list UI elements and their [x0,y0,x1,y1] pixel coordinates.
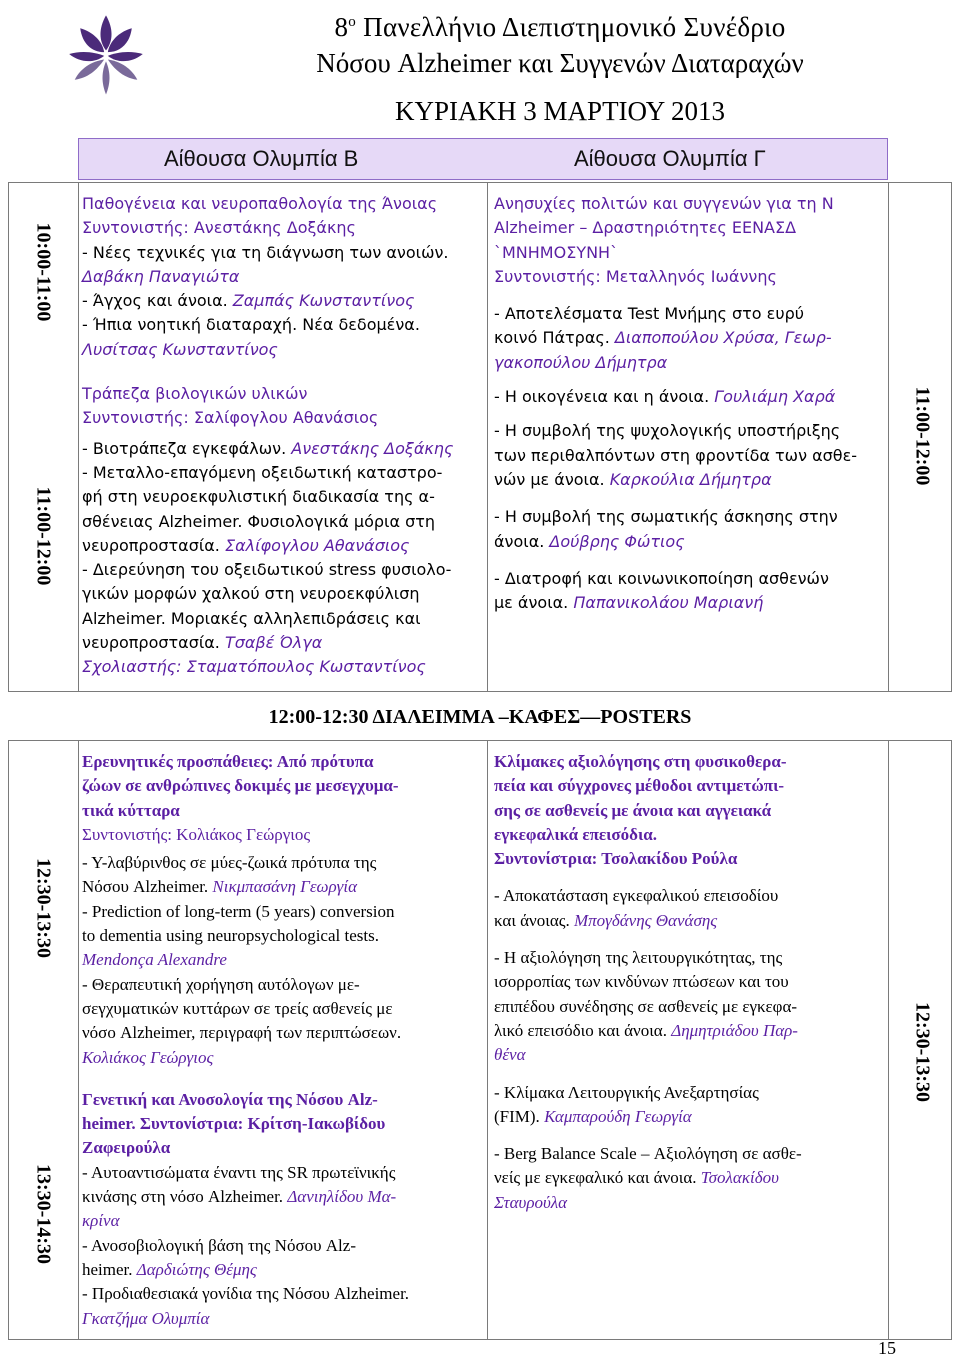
talk-line: - Αυτοαντισώματα έναντι της SR πρωτεϊνικής [82,1162,396,1182]
talk-line: νόσο Alzheimer, περιγραφή των περιπτώσεων. [82,1023,402,1043]
talk-line: νών με άνοια. Καρκούλια Δήμητρα [494,469,772,489]
time-label-1230-1330-right: 12:30-13:30 [911,1002,934,1102]
talk-author: Ανεστάκης Δοξάκης [291,438,454,458]
talk-author: θένα [494,1045,526,1065]
divider [78,740,79,1340]
talk-line: - Μεταλλο-επαγόμενη οξειδωτική καταστρο- [82,462,443,482]
coffee-break-banner: 12:00-12:30 ΔΙΑΛΕΙΜΜΑ –ΚΑΦΕΣ—POSTERS [268,706,692,728]
talk-line: νείς με εγκεφαλικό και άνοια. Τσολακίδου [494,1168,779,1188]
session-title: heimer. [82,1114,140,1134]
talk-author: Δανιηλίδου Μα- [287,1187,397,1207]
talk-line: (FIM). Καμπαρούδη Γεωργία [494,1106,692,1126]
talk-line: νευροπροστασία. Σαλίφογλου Αθανάσιος [82,535,410,555]
talk-line: άνοια. Δούβρης Φώτιος [494,531,685,551]
divider [487,182,488,692]
session-title: Alzheimer – Δραστηριότητες ΕΕΝΑΣΔ [494,218,797,238]
talk-line: - Θεραπευτική χορήγηση αυτόλογων με- [82,974,360,994]
title-rest: Πανελλήνιο Διεπιστημονικό Συνέδριο [356,12,786,42]
talk-line: - Η αξιολόγηση της λειτουργικότητας, της [494,948,783,968]
talk-author: Σταυρούλα [494,1192,568,1212]
session-title: Κλίμακες αξιολόγησης στη φυσικοθερα- [494,752,787,771]
talk-author: Γκατζήμα Ολυμπία [82,1308,210,1328]
session-title: τικά κύτταρα [82,800,180,820]
session-citizens-concerns [494,192,886,615]
talk-author: Ζαμπάς Κωνσταντίνος [232,291,415,311]
talk-line: ισορροπίας των κινδύνων πτώσεων και του [494,972,789,992]
talk-author: Mendonça Alexandre [82,950,227,970]
room-olympia-c: Αίθουσα Ολυμπία Γ [574,146,766,171]
talk-author: Τσαβέ Όλγα [224,633,323,653]
session-title: σης σε ασθενείς με άνοια και αγγειακά [494,800,772,820]
talk-line: - Διατροφή και κοινωνικοποίηση ασθενών [494,568,829,588]
talk-line: - Berg Balance Scale – Αξιολόγηση σε ασθε- [494,1144,802,1164]
talk-line: νευροπροστασία. Τσαβέ Όλγα [82,633,323,653]
room-header-bar [78,138,888,180]
talk-author: Καμπαρούδη Γεωργία [544,1106,692,1126]
talk-line: - Κλίμακα Λειτουργικής Ανεξαρτησίας [494,1082,759,1102]
session-research-efforts [82,750,482,1331]
talk-line: Alzheimer. Μοριακές αλληλεπιδράσεις και [82,608,421,628]
talk-line: - Prediction of long-term (5 years) conversion [82,901,395,921]
talk-line: σθένειας Alzheimer. Φυσιολογικά μόρια στη [82,511,436,531]
talk-line: Νόσου Alzheimer. Νικμπασάνη Γεωργία [82,877,358,897]
talk-line: των περιθαλπόντων στη φροντίδα των ασθε- [494,445,857,465]
talk-line: - Η συμβολή της σωματικής άσκησης στην [494,507,838,527]
time-label-1100-1200-right: 11:00-12:00 [911,386,934,486]
talk-line: - Αποτελέσματα Test Μνήμης στο ευρύ [494,304,804,324]
session-title: Ερευνητικές προσπάθειες: Από πρότυπα [82,752,374,771]
talk-line: to dementia using neuropsychological tests. [82,926,379,946]
talk-line: - Διερεύνηση του οξειδωτικού stress φυσιολο- [82,560,452,580]
session-title: ζώων σε ανθρώπινες δοκιμές με μεσεγχυμα- [82,776,399,796]
program-date: ΚΥΡΙΑΚΗ 3 ΜΑΡΤΙΟΥ 2013 [395,96,725,126]
session-title: Ανησυχίες πολιτών και συγγενών για τη Ν [494,194,834,213]
session-commentator: Σχολιαστής: Σταματόπουλος Κωσταντίνος [82,657,426,677]
talk-author: Διαποπούλου Χρύσα, Γεωρ- [614,328,832,348]
talk-author: Μπογδάνης Θανάσης [573,910,718,930]
talk-author: Δαβάκη Παναγιώτα [82,266,240,286]
time-label-1230-1330-left: 12:30-13:30 [32,858,55,958]
session-coordinator: Συντονίστρια: Τσολακίδου Ρούλα [494,849,738,869]
talk-line: - Προδιαθεσιακά γονίδια της Νόσου Alzheimer. [82,1284,410,1304]
talk-author: Νικμπασάνη Γεωργία [212,877,358,897]
session-coordinator: Συντονιστής: Κολιάκος Γεώργιος [82,824,311,844]
session-title: Παθογένεια και νευροπαθολογία της Άνοιας [82,194,438,213]
talk-line: και άνοιας. Μπογδάνης Θανάσης [494,910,718,930]
session-title: Τράπεζα βιολογικών υλικών [82,384,308,404]
talk-line: - Αποκατάσταση εγκεφαλικού επεισοδίου [494,886,779,906]
divider [888,740,889,1340]
page-number: 15 [878,1338,896,1358]
talk-author: Λυσίτσας Κωνσταντίνος [82,339,278,359]
session-coordinator: Συντονιστής: Μεταλληνός Ιωάννης [494,266,777,286]
session-title: πεία και σύγχρονες μέθοδοι αντιμετώπι- [494,776,785,796]
session-coordinator: Συντονίστρια: Κρίτση-Ιακωβίδου [139,1114,386,1134]
talk-line: - Νέες τεχνικές για τη διάγνωση των ανοιών. [82,242,449,262]
talk-author: Γουλιάμη Χαρά [714,387,836,407]
talk-line: - Άγχος και άνοια. Ζαμπάς Κωνσταντίνος [82,291,415,311]
time-label-1330-1430-left: 13:30-14:30 [32,1164,55,1264]
talk-line: - Ήπια νοητική διαταραχή. Νέα δεδομένα. [82,315,420,335]
talk-line: επιπέδου συνέδησης σε ασθενείς με εγκεφα- [494,996,798,1016]
talk-line: λικό επεισόδιο και άνοια. Δημητριάδου Παρ- [494,1020,798,1040]
talk-line: - Βιοτράπεζα εγκεφάλων. Ανεστάκης Δοξάκης [82,438,454,458]
conference-title-line2: Νόσου Alzheimer και Συγγενών Διαταραχών [316,48,804,78]
session-title: `ΜΝΗΜΟΣΥΝΗ` [494,242,619,262]
edition-number: 8 [334,12,349,42]
talk-line: - Υ-λαβύρινθος σε μύες-ζωικά πρότυπα της [82,853,377,873]
conference-logo [60,8,152,100]
talk-line: φή στη νευροεκφυλιστική διαδικασία της α- [82,487,435,507]
talk-author: γακοπούλου Δήμητρα [494,352,668,372]
talk-author: Κολιάκος Γεώργιος [82,1047,214,1067]
talk-line: - Η συμβολή της ψυχολογικής υποστήριξης [494,421,841,441]
talk-line: σεγχυματικών κυττάρων σε τρείς ασθενείς με [82,998,393,1018]
talk-line: κινάσης στη νόσο Alzheimer. Δανιηλίδου Μα- [82,1187,397,1207]
talk-line: με άνοια. Παπανικολάου Μαριανή [494,593,764,613]
time-label-1000-1100: 10:00-11:00 [32,222,55,322]
talk-author: Δούβρης Φώτιος [549,531,685,551]
talk-line: - Ανοσοβιολογική βάση της Νόσου Alz- [82,1235,356,1255]
session-title: Γενετική και Ανοσολογία της Νόσου Alz- [82,1089,378,1109]
talk-line: γικών μορφών χαλκού στη νευροεκφύλιση [82,584,420,604]
session-title: εγκεφαλικά επεισόδια. [494,824,658,844]
talk-line: κοινό Πάτρας. Διαποπούλου Χρύσα, Γεωρ- [494,328,832,348]
talk-author: Σαλίφογλου Αθανάσιος [224,535,410,555]
talk-line: - Η οικογένεια και η άνοια. Γουλιάμη Χαρά [494,387,836,407]
talk-line: heimer. Δαρδιώτης Θέμης [82,1259,257,1279]
edition-suffix: ο [348,14,357,30]
room-olympia-b: Αίθουσα Ολυμπία Β [164,146,359,171]
time-label-1100-1200-left: 11:00-12:00 [32,486,55,586]
talk-author: Τσολακίδου [700,1168,779,1188]
session-coordinator: Συντονιστής: Ανεστάκης Δοξάκης [82,218,356,238]
session-coordinator: Συντονιστής: Σαλίφογλου Αθανάσιος [82,408,379,428]
talk-author: Παπανικολάου Μαριανή [573,593,764,613]
session-coordinator: Ζαφειρούλα [82,1138,171,1158]
session-assessment-scales [494,750,886,1215]
talk-author: Δαρδιώτης Θέμης [136,1259,257,1279]
session-pathogenesis [82,192,482,680]
talk-author: Δημητριάδου Παρ- [671,1020,798,1040]
divider [487,740,488,1340]
talk-author: Καρκούλια Δήμητρα [609,469,772,489]
conference-title-line1 [160,12,960,42]
divider [78,182,79,692]
divider [888,182,889,692]
talk-author: κρίνα [82,1211,120,1231]
